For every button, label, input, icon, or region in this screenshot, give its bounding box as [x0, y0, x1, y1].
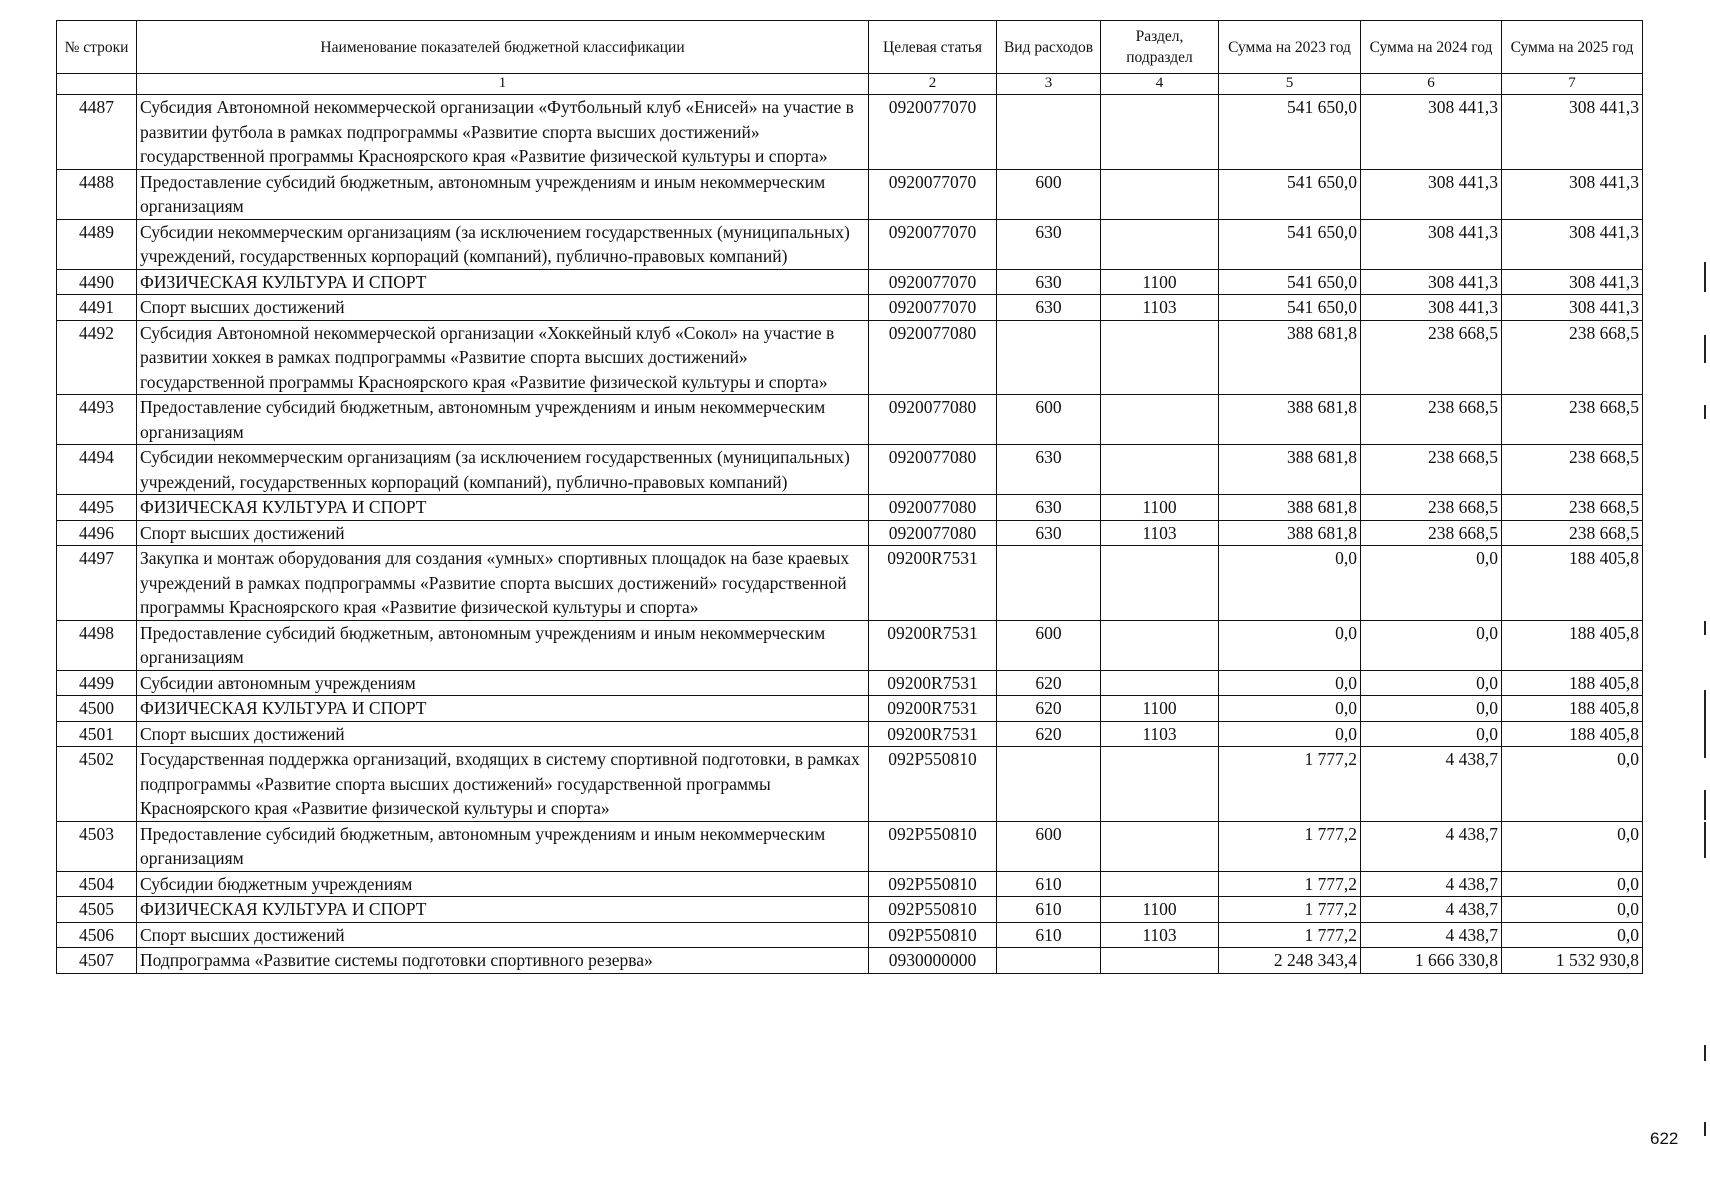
- expense-type-cell: 600: [997, 620, 1101, 670]
- indicator-name-cell: ФИЗИЧЕСКАЯ КУЛЬТУРА И СПОРТ: [137, 495, 869, 521]
- row-number-cell: 4491: [57, 295, 137, 321]
- indicator-name-cell: Предоставление субсидий бюджетным, автономным учреждениям и иным некоммерческим организациям: [137, 620, 869, 670]
- row-number-cell: 4507: [57, 948, 137, 974]
- sum-2024-cell: 4 438,7: [1361, 821, 1502, 871]
- table-row: [57, 871, 1643, 897]
- sum-2025-cell: 0,0: [1502, 747, 1643, 822]
- section-code-cell: [1101, 546, 1219, 621]
- section-code-cell: [1101, 871, 1219, 897]
- indicator-name-cell: Предоставление субсидий бюджетным, автономным учреждениям и иным некоммерческим организациям: [137, 821, 869, 871]
- header-target-article: Целевая статья: [869, 21, 997, 74]
- sum-2024-cell: 308 441,3: [1361, 269, 1502, 295]
- expense-type-cell: [997, 948, 1101, 974]
- sum-2024-cell: 308 441,3: [1361, 169, 1502, 219]
- target-article-cell: 0920077080: [869, 320, 997, 395]
- target-article-cell: 09200R7531: [869, 546, 997, 621]
- sum-2023-cell: 388 681,8: [1219, 320, 1361, 395]
- table-row: [57, 295, 1643, 321]
- section-code-cell: [1101, 620, 1219, 670]
- sum-2025-cell: 188 405,8: [1502, 670, 1643, 696]
- sum-2023-cell: 388 681,8: [1219, 520, 1361, 546]
- indicator-name-cell: Подпрограмма «Развитие системы подготовки спортивного резерва»: [137, 948, 869, 974]
- row-number-cell: 4489: [57, 219, 137, 269]
- sum-2025-cell: 1 532 930,8: [1502, 948, 1643, 974]
- row-number-cell: 4499: [57, 670, 137, 696]
- sum-2023-cell: 0,0: [1219, 546, 1361, 621]
- target-article-cell: 092P550810: [869, 821, 997, 871]
- expense-type-cell: 600: [997, 169, 1101, 219]
- target-article-cell: 09200R7531: [869, 721, 997, 747]
- row-number-cell: 4488: [57, 169, 137, 219]
- sum-2025-cell: 188 405,8: [1502, 696, 1643, 722]
- section-code-cell: [1101, 320, 1219, 395]
- table-row: [57, 520, 1643, 546]
- target-article-cell: 0920077080: [869, 395, 997, 445]
- scan-margin-mark: [1704, 1122, 1706, 1136]
- target-article-cell: 09200R7531: [869, 620, 997, 670]
- sum-2024-cell: 0,0: [1361, 546, 1502, 621]
- sum-2025-cell: 188 405,8: [1502, 620, 1643, 670]
- sum-2025-cell: 238 668,5: [1502, 445, 1643, 495]
- column-number: 4: [1101, 74, 1219, 95]
- sum-2023-cell: 388 681,8: [1219, 395, 1361, 445]
- section-code-cell: [1101, 95, 1219, 170]
- expense-type-cell: 610: [997, 897, 1101, 923]
- indicator-name-cell: Субсидия Автономной некоммерческой организации «Футбольный клуб «Енисей» на участие в развитии футбола в рамках подпрограммы «Развитие спорта высших достижений» государственной программы Красноярского края «Развитие физической культуры и спорта»: [137, 95, 869, 170]
- indicator-name-cell: Субсидии некоммерческим организациям (за исключением государственных (муниципальных) учреждений, государственных корпораций (компаний), публично-правовых компаний): [137, 445, 869, 495]
- indicator-name-cell: Субсидии автономным учреждениям: [137, 670, 869, 696]
- section-code-cell: [1101, 948, 1219, 974]
- expense-type-cell: 610: [997, 922, 1101, 948]
- section-code-cell: 1103: [1101, 721, 1219, 747]
- sum-2025-cell: 188 405,8: [1502, 546, 1643, 621]
- row-number-cell: 4493: [57, 395, 137, 445]
- table-row: [57, 219, 1643, 269]
- sum-2024-cell: 0,0: [1361, 721, 1502, 747]
- column-number: 3: [997, 74, 1101, 95]
- sum-2025-cell: 0,0: [1502, 897, 1643, 923]
- indicator-name-cell: Субсидии некоммерческим организациям (за исключением государственных (муниципальных) учреждений, государственных корпораций (компаний), публично-правовых компаний): [137, 219, 869, 269]
- sum-2024-cell: 4 438,7: [1361, 897, 1502, 923]
- row-number-cell: 4503: [57, 821, 137, 871]
- indicator-name-cell: ФИЗИЧЕСКАЯ КУЛЬТУРА И СПОРТ: [137, 269, 869, 295]
- sum-2024-cell: 238 668,5: [1361, 520, 1502, 546]
- sum-2023-cell: 1 777,2: [1219, 871, 1361, 897]
- column-number-row: [57, 74, 1643, 95]
- section-code-cell: 1103: [1101, 295, 1219, 321]
- row-number-cell: 4494: [57, 445, 137, 495]
- sum-2024-cell: 308 441,3: [1361, 219, 1502, 269]
- section-code-cell: [1101, 821, 1219, 871]
- scan-margin-mark: [1704, 822, 1706, 858]
- expense-type-cell: [997, 320, 1101, 395]
- expense-type-cell: 630: [997, 520, 1101, 546]
- target-article-cell: 0920077070: [869, 295, 997, 321]
- sum-2023-cell: 541 650,0: [1219, 295, 1361, 321]
- section-code-cell: 1100: [1101, 696, 1219, 722]
- section-code-cell: 1100: [1101, 495, 1219, 521]
- sum-2023-cell: 541 650,0: [1219, 95, 1361, 170]
- indicator-name-cell: Спорт высших достижений: [137, 520, 869, 546]
- target-article-cell: 092P550810: [869, 897, 997, 923]
- expense-type-cell: 630: [997, 219, 1101, 269]
- sum-2023-cell: 0,0: [1219, 670, 1361, 696]
- column-number: 2: [869, 74, 997, 95]
- section-code-cell: [1101, 395, 1219, 445]
- target-article-cell: 0920077070: [869, 169, 997, 219]
- indicator-name-cell: Субсидия Автономной некоммерческой организации «Хоккейный клуб «Сокол» на участие в развитии хоккея в рамках подпрограммы «Развитие спорта высших достижений» государственной программы Красноярского края «Развитие физической культуры и спорта»: [137, 320, 869, 395]
- table-body: [57, 95, 1643, 974]
- expense-type-cell: 600: [997, 395, 1101, 445]
- sum-2025-cell: 308 441,3: [1502, 219, 1643, 269]
- sum-2023-cell: 541 650,0: [1219, 169, 1361, 219]
- sum-2024-cell: 4 438,7: [1361, 922, 1502, 948]
- sum-2025-cell: 308 441,3: [1502, 169, 1643, 219]
- header-section: Раздел, подраздел: [1101, 21, 1219, 74]
- row-number-cell: 4490: [57, 269, 137, 295]
- target-article-cell: 0920077080: [869, 445, 997, 495]
- sum-2024-cell: 0,0: [1361, 670, 1502, 696]
- table-row: [57, 320, 1643, 395]
- header-sum-2023: Сумма на 2023 год: [1219, 21, 1361, 74]
- scan-margin-mark: [1704, 621, 1706, 635]
- column-number: [57, 74, 137, 95]
- sum-2024-cell: 4 438,7: [1361, 871, 1502, 897]
- row-number-cell: 4495: [57, 495, 137, 521]
- expense-type-cell: [997, 747, 1101, 822]
- sum-2024-cell: 308 441,3: [1361, 295, 1502, 321]
- sum-2025-cell: 0,0: [1502, 821, 1643, 871]
- sum-2023-cell: 0,0: [1219, 721, 1361, 747]
- sum-2025-cell: 308 441,3: [1502, 269, 1643, 295]
- scan-margin-mark: [1704, 405, 1706, 419]
- sum-2024-cell: 238 668,5: [1361, 445, 1502, 495]
- table-row: [57, 169, 1643, 219]
- budget-table: [56, 20, 1643, 974]
- table-row: [57, 897, 1643, 923]
- sum-2025-cell: 308 441,3: [1502, 95, 1643, 170]
- target-article-cell: 0920077070: [869, 269, 997, 295]
- target-article-cell: 09200R7531: [869, 670, 997, 696]
- sum-2025-cell: 0,0: [1502, 922, 1643, 948]
- table-row: [57, 670, 1643, 696]
- sum-2025-cell: 238 668,5: [1502, 520, 1643, 546]
- sum-2025-cell: 0,0: [1502, 871, 1643, 897]
- scan-margin-mark: [1704, 262, 1706, 292]
- sum-2023-cell: 1 777,2: [1219, 922, 1361, 948]
- expense-type-cell: [997, 546, 1101, 621]
- row-number-cell: 4501: [57, 721, 137, 747]
- table-row: [57, 95, 1643, 170]
- sum-2023-cell: 0,0: [1219, 696, 1361, 722]
- table-row: [57, 395, 1643, 445]
- table-row: [57, 721, 1643, 747]
- sum-2024-cell: 4 438,7: [1361, 747, 1502, 822]
- scan-margin-mark: [1704, 335, 1706, 363]
- indicator-name-cell: ФИЗИЧЕСКАЯ КУЛЬТУРА И СПОРТ: [137, 696, 869, 722]
- column-number: 5: [1219, 74, 1361, 95]
- sum-2023-cell: 1 777,2: [1219, 747, 1361, 822]
- table-row: [57, 445, 1643, 495]
- indicator-name-cell: Спорт высших достижений: [137, 721, 869, 747]
- row-number-cell: 4505: [57, 897, 137, 923]
- header-sum-2025: Сумма на 2025 год: [1502, 21, 1643, 74]
- sum-2025-cell: 188 405,8: [1502, 721, 1643, 747]
- row-number-cell: 4498: [57, 620, 137, 670]
- target-article-cell: 0920077080: [869, 520, 997, 546]
- target-article-cell: 0920077070: [869, 95, 997, 170]
- table-row: [57, 495, 1643, 521]
- indicator-name-cell: Спорт высших достижений: [137, 295, 869, 321]
- table-row: [57, 620, 1643, 670]
- indicator-name-cell: Предоставление субсидий бюджетным, автономным учреждениям и иным некоммерческим организациям: [137, 395, 869, 445]
- sum-2023-cell: 388 681,8: [1219, 495, 1361, 521]
- column-number: 6: [1361, 74, 1502, 95]
- row-number-cell: 4487: [57, 95, 137, 170]
- row-number-cell: 4502: [57, 747, 137, 822]
- scan-margin-mark: [1704, 790, 1706, 820]
- indicator-name-cell: Государственная поддержка организаций, входящих в систему спортивной подготовки, в рамках подпрограммы «Развитие спорта высших достижений» государственной программы Красноярского края «Развитие физической культуры и спорта»: [137, 747, 869, 822]
- target-article-cell: 0920077080: [869, 495, 997, 521]
- target-article-cell: 092P550810: [869, 922, 997, 948]
- table-row: [57, 269, 1643, 295]
- table-row: [57, 696, 1643, 722]
- sum-2023-cell: 1 777,2: [1219, 821, 1361, 871]
- expense-type-cell: 630: [997, 295, 1101, 321]
- sum-2024-cell: 238 668,5: [1361, 320, 1502, 395]
- column-number: 7: [1502, 74, 1643, 95]
- section-code-cell: [1101, 670, 1219, 696]
- expense-type-cell: 630: [997, 269, 1101, 295]
- sum-2025-cell: 238 668,5: [1502, 495, 1643, 521]
- expense-type-cell: 610: [997, 871, 1101, 897]
- page-number: 622: [1650, 1129, 1679, 1148]
- header-sum-2024: Сумма на 2024 год: [1361, 21, 1502, 74]
- section-code-cell: [1101, 219, 1219, 269]
- indicator-name-cell: Спорт высших достижений: [137, 922, 869, 948]
- section-code-cell: [1101, 169, 1219, 219]
- sum-2025-cell: 308 441,3: [1502, 295, 1643, 321]
- sum-2023-cell: 0,0: [1219, 620, 1361, 670]
- column-number: 1: [137, 74, 869, 95]
- section-code-cell: [1101, 445, 1219, 495]
- sum-2024-cell: 0,0: [1361, 620, 1502, 670]
- sum-2025-cell: 238 668,5: [1502, 395, 1643, 445]
- row-number-cell: 4497: [57, 546, 137, 621]
- sum-2024-cell: 238 668,5: [1361, 395, 1502, 445]
- table-row: [57, 546, 1643, 621]
- header-row: [57, 21, 1643, 74]
- indicator-name-cell: ФИЗИЧЕСКАЯ КУЛЬТУРА И СПОРТ: [137, 897, 869, 923]
- expense-type-cell: 630: [997, 495, 1101, 521]
- sum-2024-cell: 0,0: [1361, 696, 1502, 722]
- indicator-name-cell: Предоставление субсидий бюджетным, автономным учреждениям и иным некоммерческим организациям: [137, 169, 869, 219]
- sum-2023-cell: 541 650,0: [1219, 269, 1361, 295]
- row-number-cell: 4492: [57, 320, 137, 395]
- section-code-cell: 1103: [1101, 922, 1219, 948]
- table-row: [57, 948, 1643, 974]
- row-number-cell: 4504: [57, 871, 137, 897]
- row-number-cell: 4496: [57, 520, 137, 546]
- expense-type-cell: 630: [997, 445, 1101, 495]
- section-code-cell: 1103: [1101, 520, 1219, 546]
- scan-margin-mark: [1704, 1045, 1706, 1061]
- table-row: [57, 747, 1643, 822]
- expense-type-cell: 620: [997, 696, 1101, 722]
- indicator-name-cell: Закупка и монтаж оборудования для создания «умных» спортивных площадок на базе краевых учреждений в рамках подпрограммы «Развитие спорта высших достижений» государственной программы Красноярского края «Развитие физической культуры и спорта»: [137, 546, 869, 621]
- expense-type-cell: 620: [997, 721, 1101, 747]
- target-article-cell: 092P550810: [869, 871, 997, 897]
- table-row: [57, 922, 1643, 948]
- sum-2024-cell: 1 666 330,8: [1361, 948, 1502, 974]
- header-expense-type: Вид расходов: [997, 21, 1101, 74]
- sum-2025-cell: 238 668,5: [1502, 320, 1643, 395]
- indicator-name-cell: Субсидии бюджетным учреждениям: [137, 871, 869, 897]
- row-number-cell: 4506: [57, 922, 137, 948]
- target-article-cell: 092P550810: [869, 747, 997, 822]
- sum-2023-cell: 388 681,8: [1219, 445, 1361, 495]
- section-code-cell: 1100: [1101, 897, 1219, 923]
- sum-2023-cell: 1 777,2: [1219, 897, 1361, 923]
- section-code-cell: [1101, 747, 1219, 822]
- row-number-cell: 4500: [57, 696, 137, 722]
- sum-2023-cell: 2 248 343,4: [1219, 948, 1361, 974]
- target-article-cell: 0930000000: [869, 948, 997, 974]
- expense-type-cell: 600: [997, 821, 1101, 871]
- table-row: [57, 821, 1643, 871]
- section-code-cell: 1100: [1101, 269, 1219, 295]
- sum-2023-cell: 541 650,0: [1219, 219, 1361, 269]
- target-article-cell: 0920077070: [869, 219, 997, 269]
- sum-2024-cell: 238 668,5: [1361, 495, 1502, 521]
- scan-margin-mark: [1704, 690, 1706, 758]
- expense-type-cell: 620: [997, 670, 1101, 696]
- target-article-cell: 09200R7531: [869, 696, 997, 722]
- expense-type-cell: [997, 95, 1101, 170]
- header-row-number: № строки: [57, 21, 137, 74]
- header-indicator-name: Наименование показателей бюджетной классификации: [137, 21, 869, 74]
- sum-2024-cell: 308 441,3: [1361, 95, 1502, 170]
